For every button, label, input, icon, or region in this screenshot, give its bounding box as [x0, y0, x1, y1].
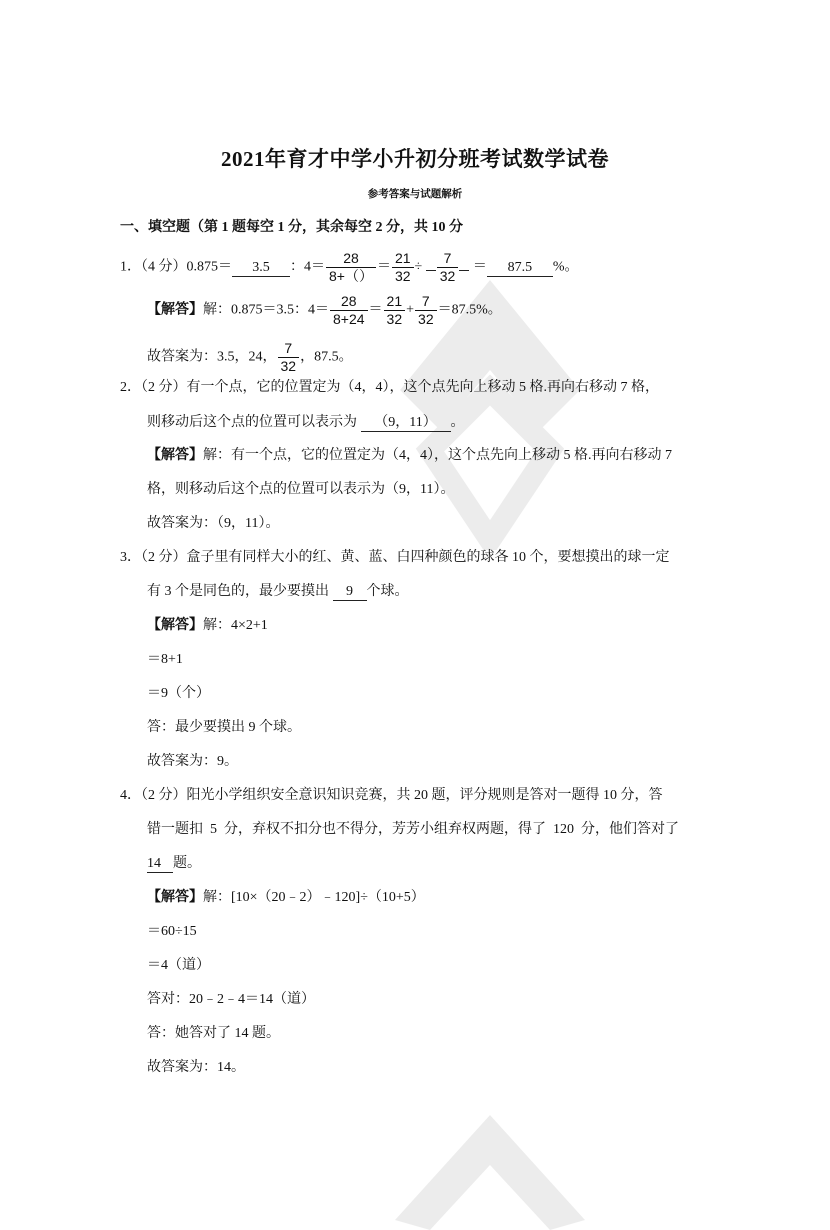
solution-4: 【解答】解：[10×（20﹣2）﹣120]÷（10+5） — [147, 890, 425, 905]
solution-step: 答：她答对了 14 题。 — [147, 1026, 280, 1041]
question-2-line2: 则移动后这个点的位置可以表示为 （9，11） 。 — [147, 415, 465, 430]
fraction: $\frac{21}{32}$ — [384, 293, 406, 328]
question-2-line1: 2．（2 分）有一个点，它的位置定为（4，4），这个点先向上移动 5 格.再向右移动 7 格， — [120, 380, 659, 395]
solution-step: 答对：20﹣2﹣4＝14（道） — [147, 992, 315, 1007]
watermark-logo-icon — [390, 1110, 590, 1230]
fraction: $\frac{28}{8+()}$ — [326, 250, 376, 285]
page-title: 2021年育才中学小升初分班考试数学试卷 — [221, 147, 609, 171]
question-4-line3: 14 题。 — [147, 856, 201, 871]
solution-step: ＝8+1 — [147, 652, 183, 667]
solution-2-line1: 【解答】解：有一个点，它的位置定为（4，4），这个点先向上移动 5 格.再向右移动 7 — [147, 448, 672, 463]
answer-3: 故答案为：9。 — [147, 754, 238, 769]
answer-blank: 14 — [147, 856, 173, 873]
answer-blank: 9 — [333, 584, 367, 601]
question-4-line1: 4．（2 分）阳光小学组织安全意识知识竞赛，共 20 题，评分规则是答对一题得 10 分，答 — [120, 788, 663, 803]
solution-3: 【解答】解：4×2+1 — [147, 618, 268, 633]
fraction: $\frac{7}{32}$ — [415, 293, 437, 328]
question-1: 1．（4 分）0.875＝ 3.5 ：4＝ $\frac{28}{8+()}$ ＝ $\frac{21}{32}$ ÷ $\frac{7}{32}$ ＝ 87.5 %。 — [120, 250, 579, 284]
answer-4: 故答案为：14。 — [147, 1060, 245, 1075]
question-score: （4 分） — [141, 259, 187, 275]
section-heading: 一、填空题（第 1 题每空 1 分，其余每空 2 分，共 10 分 — [120, 220, 463, 235]
answer-2: 故答案为：（9，11）。 — [147, 516, 280, 531]
fraction: $\frac{7}{32}$ — [278, 340, 300, 375]
question-number: 1． — [120, 259, 141, 275]
question-3-line1: 3．（2 分）盒子里有同样大小的红、黄、蓝、白四种颜色的球各 10 个，要想摸出的球一定 — [120, 550, 670, 565]
question-4-line2: 错一题扣 5 分，弃权不扣分也不得分，芳芳小组弃权两题，得了 120 分，他们答对了 — [147, 822, 679, 837]
answer-blank: 3.5 — [232, 260, 290, 277]
solution-step: 答：最少要摸出 9 个球。 — [147, 720, 301, 735]
fraction: $\frac{28}{8+24}$ — [330, 293, 368, 328]
fraction: $\frac{21}{32}$ — [392, 250, 414, 285]
solution-step: ＝9（个） — [147, 686, 210, 701]
solution-2-line2: 格，则移动后这个点的位置可以表示为（9，11）。 — [147, 482, 455, 497]
answer-1: 故答案为：3.5，24， $\frac{7}{32}$ ，87.5。 — [147, 340, 353, 374]
solution-label: 【解答】 — [147, 302, 203, 318]
solution-step: ＝60÷15 — [147, 924, 197, 939]
answer-blank: 87.5 — [487, 260, 553, 277]
fraction: $\frac{7}{32}$ — [437, 250, 459, 285]
answer-blank: （9，11） — [361, 415, 451, 432]
page-subtitle: 参考答案与试题解析 — [367, 189, 463, 200]
solution-step: ＝4（道） — [147, 958, 210, 973]
question-text: ：4＝ — [290, 259, 325, 275]
solution-1: 【解答】解：0.875＝3.5：4＝ $\frac{28}{8+24}$ ＝ $\frac{21}{32}$ + $\frac{7}{32}$ ＝87.5%。 — [147, 293, 502, 327]
question-3-line2: 有 3 个是同色的，最少要摸出 9 个球。 — [147, 584, 409, 599]
question-text: 0.875＝ — [186, 259, 232, 275]
